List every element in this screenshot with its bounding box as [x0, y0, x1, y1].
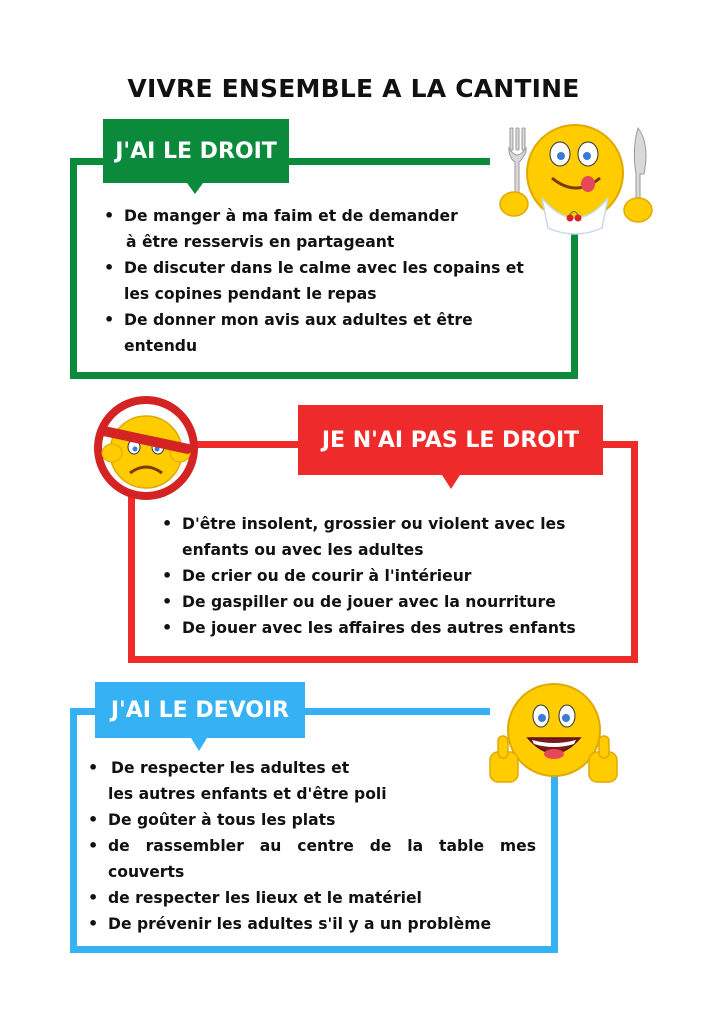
list-item: • De crier ou de courir à l'intérieur	[160, 563, 620, 589]
devoir-heading-tag	[95, 682, 305, 738]
pas-droit-list	[160, 511, 620, 641]
pas-droit-heading-tag	[298, 405, 603, 475]
forbidden-emoji-icon	[90, 395, 202, 501]
pas-droit-frame-left-top	[128, 505, 135, 515]
devoir-frame-top-right	[304, 708, 490, 715]
thumbs-up-emoji-icon	[486, 678, 621, 796]
pas-droit-frame-top-right	[602, 441, 638, 448]
droit-heading: J'AI LE DROIT	[115, 138, 277, 164]
list-item: • De jouer avec les affaires des autres enfants	[160, 615, 620, 641]
pas-droit-frame-top-left	[195, 441, 299, 448]
list-item: • De discuter dans le calme avec les copains et les copines pendant le repas	[102, 255, 562, 307]
page-title: VIVRE ENSEMBLE A LA CANTINE	[127, 74, 580, 103]
list-item: • de respecter les lieux et le matériel	[86, 885, 536, 911]
list-item: • De respecter les adultes et les autres enfants et d'être poli	[86, 755, 536, 807]
list-item: • D'être insolent, grossier ou violent avec les enfants ou avec les adultes	[160, 511, 620, 563]
list-item: • De donner mon avis aux adultes et être entendu	[102, 307, 562, 359]
list-item: • De manger à ma faim et de demander à être resservis en partageant	[102, 203, 562, 255]
devoir-list	[86, 755, 536, 937]
list-item: • De gaspiller ou de jouer avec la nourriture	[160, 589, 620, 615]
droit-tag-pointer	[187, 183, 203, 194]
droit-heading-tag	[103, 119, 289, 183]
devoir-heading: J'AI LE DEVOIR	[110, 697, 290, 723]
list-item: • De goûter à tous les plats	[86, 807, 536, 833]
devoir-tag-pointer	[191, 738, 207, 751]
pas-droit-tag-pointer	[442, 475, 460, 489]
droit-frame-top-right	[288, 158, 490, 165]
list-item: • de rassembler au centre de la table mes couverts	[86, 833, 536, 885]
hungry-emoji-with-fork-and-knife-icon	[490, 118, 660, 236]
droit-frame-top-left	[70, 158, 104, 165]
pas-droit-heading: JE N'AI PAS LE DROIT	[321, 427, 580, 453]
list-item: • De prévenir les adultes s'il y a un problème	[86, 911, 536, 937]
devoir-frame-top-left	[70, 708, 96, 715]
